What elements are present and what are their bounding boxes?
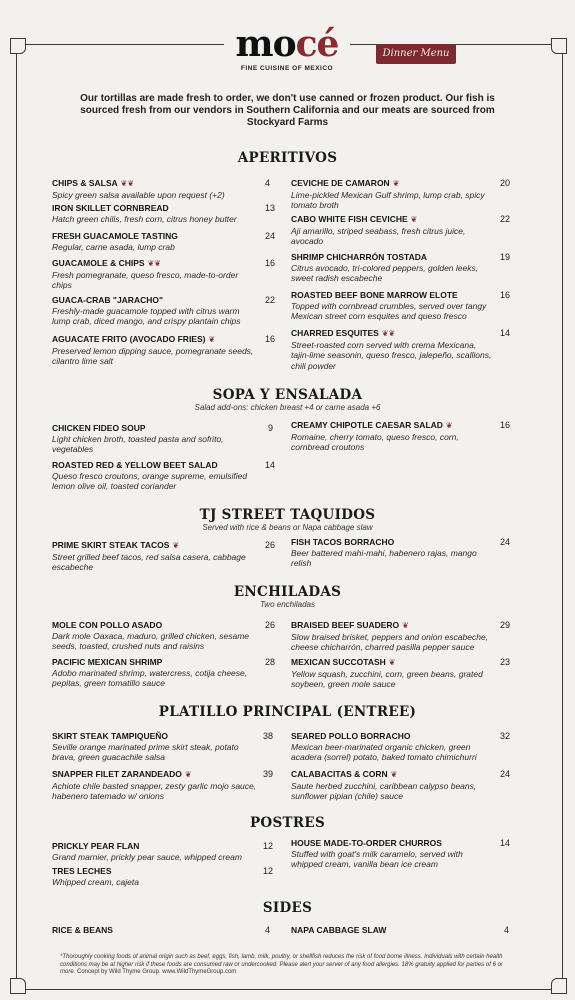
item-name: PRICKLY PEAR FLAN: [52, 841, 140, 851]
item-name: RICE & BEANS: [52, 925, 113, 935]
menu-item: [291, 731, 496, 763]
item-desc: Queso fresco croutons, orange supreme, emulsified lemon olive oil, toasted coriander: [52, 470, 248, 491]
leaf-icon: ❦: [410, 215, 418, 224]
menu-item: [52, 657, 262, 689]
item-desc: Street-roasted corn served with crema Mexicana, tajin-lime seasonin, queso fresco, jalepeño, scallions, chili powder: [291, 339, 492, 371]
item-name: IRON SKILLET CORNBREAD: [52, 203, 169, 213]
item-price: 19: [500, 252, 511, 262]
section-aperitivos: [0, 150, 575, 166]
leaf-icon: ❦: [208, 335, 216, 344]
border-corner: [10, 38, 26, 54]
item-price: 26: [265, 620, 276, 630]
item-price: 38: [263, 731, 274, 741]
menu-item: [291, 178, 496, 211]
menu-item: [52, 866, 262, 887]
item-desc: Whipped cream, cajeta: [52, 876, 139, 887]
menu-item: [52, 769, 262, 802]
section-title: TJ STREET TAQUIDOS: [199, 507, 376, 523]
item-price: 39: [263, 769, 274, 779]
item-price: 24: [500, 537, 511, 547]
item-desc: Grand marnier, prickly pear sauce, whipped cream: [52, 851, 242, 862]
item-name: CHIPS & SALSA: [52, 178, 118, 188]
item-price: 12: [263, 841, 274, 851]
menu-item: [291, 420, 496, 453]
item-price: 29: [500, 620, 511, 630]
item-desc: Stuffed with goat's milk caramelo, served with whipped cream, vanilla bean ice cream: [291, 848, 463, 869]
item-price: 20: [500, 178, 511, 188]
item-desc: Light chicken broth, toasted pasta and sofrito, vegetables: [52, 433, 224, 454]
item-desc: Slow braised brisket, peppers and onion escabeche, cheese chicharrón, charred pasilla pepper sauce: [291, 631, 489, 652]
item-name: SNAPPER FILET ZARANDEADO: [52, 769, 182, 779]
item-price: 28: [265, 657, 276, 667]
menu-item: [52, 295, 257, 327]
item-name: PACIFIC MEXICAN SHRIMP: [52, 657, 163, 667]
footnote-credit: Concept by Wild Thyme Group. www.WildThymeGroup.com: [77, 969, 237, 975]
item-price: 26: [265, 540, 276, 550]
logo-main: mo: [235, 23, 296, 65]
leaf-icon: ❦: [388, 658, 396, 667]
item-desc: Beer battered mahi-mahi, habenero rajas, mango relish: [291, 547, 477, 568]
item-price: 24: [500, 769, 511, 779]
section-subtitle: Served with rice & beans or Napa cabbage slaw: [202, 523, 373, 532]
item-desc: Street grilled beef tacos, red salsa casera, cabbage escabeche: [52, 551, 246, 572]
menu-item: [291, 657, 496, 690]
leaf-icon: ❦: [392, 179, 400, 188]
item-name: HOUSE MADE-TO-ORDER CHURROS: [291, 838, 442, 848]
section-sopa-y-ensalada: [0, 387, 575, 412]
dinner-menu-badge: Dinner Menu: [376, 44, 456, 64]
item-price: 13: [265, 203, 276, 213]
section-title: ENCHILADAS: [233, 584, 342, 600]
leaf-icon: ❦❦: [147, 259, 161, 268]
item-price: 22: [265, 295, 276, 305]
item-name: BRAISED BEEF SUADERO: [291, 620, 400, 630]
menu-item: [52, 925, 252, 936]
leaf-icon: ❦: [402, 621, 409, 630]
item-desc: Lime-pickled Mexican Gulf shrimp, lump crab, spicy tomato broth: [291, 189, 485, 210]
leaf-icon: ❦❦: [381, 329, 396, 338]
section-title: SIDES: [262, 900, 313, 916]
item-desc: Saute herbed zucchini, caribbean calypso beans, sunflower pipian (chile) sauce: [291, 780, 477, 801]
menu-item: [291, 769, 496, 802]
item-price: 14: [500, 328, 511, 338]
item-price: 4: [265, 178, 271, 188]
item-price: 24: [265, 231, 276, 241]
item-desc: Romaine, cherry tomato, queso fresco, corn, cornbread croutons: [291, 431, 459, 452]
menu-item: [52, 423, 262, 455]
menu-item: [291, 838, 496, 870]
menu-item: [52, 620, 262, 652]
section-subtitle: Salad add-ons: chicken breast +4 or carne asada +6: [194, 403, 381, 412]
item-name: GUACA-CRAB "JARACHO": [52, 295, 164, 305]
intro-text: Our tortillas are made fresh to order, we don't use canned or frozen product. Our fish is sourced fresh from our vendors in Southern California and our meats are sourced from Stockyard Farms: [80, 93, 495, 128]
menu-item: [291, 925, 491, 936]
item-name: MOLE CON POLLO ASADO: [52, 620, 163, 630]
item-desc: Dark mole Oaxaca, maduro, grilled chicken, sesame seeds, toasted, crushed nuts and raisins: [52, 630, 249, 651]
section-taquidos: [0, 507, 575, 532]
item-name: FRESH GUACAMOLE TASTING: [52, 231, 178, 241]
item-price: 4: [504, 925, 510, 935]
item-desc: Topped with cornbread crumbles, served over tangy Mexican street corn esquites and queso fresco: [291, 300, 487, 321]
item-desc: Preserved lemon dipping sauce, pomegranate seeds, cilantro lime salt: [52, 345, 254, 366]
item-name: CABO WHITE FISH CEVICHE: [291, 214, 408, 224]
leaf-icon: ❦: [445, 421, 453, 430]
menu-item: [52, 841, 262, 862]
item-price: 16: [500, 290, 511, 300]
section-enchiladas: [0, 584, 575, 609]
menu-item: [291, 328, 496, 371]
item-price: 22: [500, 214, 511, 224]
item-price: 9: [268, 423, 274, 433]
item-desc: Mexican beer-marinated organic chicken, green acadera (sorrel) potato, baked tomato chimichurri: [291, 741, 477, 762]
item-price: 32: [500, 731, 511, 741]
item-desc: Fresh pomegranate, queso fresco, made-to-order chips: [52, 269, 239, 290]
item-name: CALABACITAS & CORN: [291, 769, 388, 779]
leaf-icon: ❦: [184, 770, 192, 779]
logo: [224, 22, 350, 84]
item-desc: Yellow squash, zucchini, corn, green beans, grated soybeen, green mole sauce: [291, 668, 483, 689]
leaf-icon: ❦: [390, 770, 398, 779]
section-subtitle: Two enchiladas: [260, 600, 315, 609]
item-name: ROASTED BEEF BONE MARROW ELOTE: [291, 290, 458, 300]
menu-item: [291, 290, 496, 322]
item-name: CREAMY CHIPOTLE CAESAR SALAD: [291, 420, 443, 430]
item-name: SEARED POLLO BORRACHO: [291, 731, 411, 741]
item-name: ROASTED RED & YELLOW BEET SALAD: [52, 460, 218, 470]
item-price: 4: [265, 925, 271, 935]
logo-accent: cé: [295, 23, 339, 65]
item-desc: Freshly-made guacamole topped with citrus warm lump crab, diced mango, and crispy plantain chips: [52, 305, 241, 326]
item-name: SHRIMP CHICHARRÓN TOSTADA: [291, 252, 428, 262]
item-desc: Regular, carne asada, lump crab: [52, 241, 175, 252]
item-price: 12: [263, 866, 274, 876]
item-price: 23: [500, 657, 511, 667]
item-name: AGUACATE FRITO (AVOCADO FRIES): [52, 334, 206, 344]
item-price: 14: [265, 460, 276, 470]
item-desc: Spicy green salsa available upon request (+2): [52, 189, 225, 200]
menu-item: [52, 334, 257, 367]
menu-item: [52, 258, 252, 291]
border-corner: [551, 38, 567, 54]
section-title: POSTRES: [249, 815, 326, 831]
item-desc: Hatch green chilis, fresh corn, citrus honey butter: [52, 213, 237, 224]
item-name: FISH TACOS BORRACHO: [291, 537, 395, 547]
item-price: 16: [265, 258, 276, 268]
menu-item: [291, 620, 496, 653]
menu-item: [291, 537, 496, 569]
menu-item: [52, 178, 252, 200]
item-name: GUACAMOLE & CHIPS: [52, 258, 145, 268]
section-platillo-principal: [0, 704, 575, 720]
item-name: CHICKEN FIDEO SOUP: [52, 423, 146, 433]
item-name: MEXICAN SUCCOTASH: [291, 657, 386, 667]
section-postres: [0, 815, 575, 831]
item-name: NAPA CABBAGE SLAW: [291, 925, 387, 935]
menu-item: [52, 731, 262, 763]
section-title: PLATILLO PRINCIPAL (ENTREE): [158, 704, 417, 720]
footnote-text: *Thoroughly cooking foods of animal origin such as beef, eggs, fish, lamb, milk, poultry, or shellfish reduces the risk of food borne illness. Individuals with certain health conditions may be at higher risk if these foods are consumed raw or undercooked. Please alert your server of any food allergies. 18% gratuity applied for parties of 6 or more.: [60, 954, 503, 975]
item-price: 16: [265, 334, 276, 344]
section-sides: [0, 900, 575, 916]
menu-item: [52, 203, 257, 224]
border-corner: [10, 978, 26, 994]
leaf-icon: ❦❦: [120, 179, 135, 188]
item-desc: Aji amarillo, striped seabass, fresh citrus juice, avocado: [291, 225, 466, 246]
item-name: SKIRT STEAK TAMPIQUEÑO: [52, 731, 169, 741]
leaf-icon: ❦: [172, 541, 180, 550]
item-name: CHARRED ESQUITES: [291, 328, 379, 338]
section-title: SOPA Y ENSALADA: [212, 387, 363, 403]
menu-item: [52, 460, 262, 492]
item-price: 16: [500, 420, 511, 430]
menu-item: [52, 540, 262, 573]
menu-item: [52, 231, 257, 252]
item-price: 14: [500, 838, 511, 848]
footnote: [60, 954, 515, 977]
item-desc: Achiote chile basted snapper, zesty garlic mojo sauce, habenero tatemado w/ onions: [52, 780, 257, 801]
item-desc: Citrus avocado, tri-colored peppers, golden leeks, sweet radish escabeche: [291, 262, 479, 283]
tagline: FINE CUISINE OF MEXICO: [240, 65, 334, 72]
item-name: TRES LECHES: [52, 866, 112, 876]
item-desc: Seville orange marinated prime skirt steak, potato brava, green guacachile salsa: [52, 741, 239, 762]
item-name: PRIME SKIRT STEAK TACOS: [52, 540, 170, 550]
menu-item: [291, 252, 496, 284]
item-desc: Adobo marinated shrimp, watercress, cotija cheese, pepitas, green tomatillo sauce: [52, 667, 248, 688]
border-corner: [551, 978, 567, 994]
section-title: APERITIVOS: [237, 150, 338, 166]
item-name: CEVICHE DE CAMARON: [291, 178, 390, 188]
menu-item: [291, 214, 496, 247]
